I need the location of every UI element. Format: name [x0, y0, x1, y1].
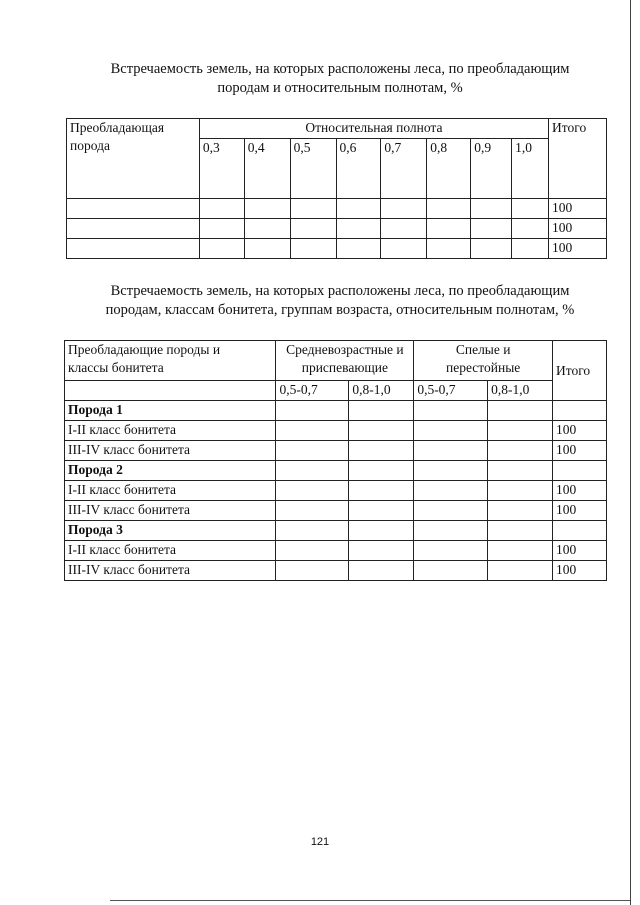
density-range-cell: 0,5-0,7: [276, 381, 349, 401]
header-middle-age-line1: Средневозрастные и: [286, 342, 404, 357]
total-cell: 100: [553, 421, 607, 441]
bonitet-class-label: I-II класс бонитета: [65, 421, 276, 441]
total-cell: 100: [553, 561, 607, 581]
density-cell: 0,5: [290, 139, 336, 199]
total-cell: 100: [553, 541, 607, 561]
total-cell: 100: [549, 199, 607, 219]
page-right-border: [630, 0, 631, 905]
density-cell: 0,8: [427, 139, 471, 199]
table1-title-line1: Встречаемость земель, на которых расположены леса, по преобладающим: [110, 61, 570, 77]
header-species: [67, 119, 200, 199]
table-row: [65, 441, 607, 461]
group-row: [65, 401, 607, 421]
species-group-label: Порода 2: [65, 461, 276, 481]
total-cell: 100: [549, 239, 607, 259]
density-table: [66, 118, 607, 259]
bonitet-class-label: III-IV класс бонитета: [65, 441, 276, 461]
total-cell: 100: [553, 481, 607, 501]
total-cell: 100: [549, 219, 607, 239]
bonitet-table: [64, 340, 607, 581]
species-group-label: Порода 3: [65, 521, 276, 541]
table-row: [67, 219, 607, 239]
density-cell: 0,9: [471, 139, 512, 199]
header-total: Итого: [549, 119, 607, 199]
total-cell: 100: [553, 501, 607, 521]
header-middle-age-line2: приспевающие: [301, 360, 389, 375]
density-cell: 0,3: [199, 139, 244, 199]
table1-title: [60, 60, 620, 98]
table2-title: [60, 282, 620, 320]
header-density: Относительная полнота: [199, 119, 548, 139]
header-species-line1: Преобладающие породы и: [68, 342, 221, 357]
header-species-line2: порода: [70, 138, 110, 153]
bonitet-class-label: I-II класс бонитета: [65, 481, 276, 501]
table-row: [65, 501, 607, 521]
bonitet-class-label: III-IV класс бонитета: [65, 561, 276, 581]
table2-title-line2: породам, классам бонитета, группам возраста, относительным полнотам, %: [105, 302, 575, 318]
total-cell: 100: [553, 441, 607, 461]
density-range-cell: 0,8-1,0: [349, 381, 414, 401]
header-species: [65, 341, 276, 381]
table-row: [67, 239, 607, 259]
header-species-line2: классы бонитета: [68, 360, 164, 375]
table-row: [65, 421, 607, 441]
header-total: Итого: [553, 341, 607, 401]
group-row: [65, 461, 607, 481]
table2-title-line1: Встречаемость земель, на которых расположены леса, по преобладающим: [110, 283, 570, 299]
species-group-label: Порода 1: [65, 401, 276, 421]
header-middle-age: [276, 341, 414, 381]
header-mature-line2: перестойные: [446, 360, 521, 375]
density-cell: 0,4: [244, 139, 290, 199]
header-species-line1: Преобладающая: [70, 120, 165, 135]
bonitet-class-label: III-IV класс бонитета: [65, 501, 276, 521]
page-number: 121: [310, 836, 330, 848]
density-range-cell: 0,8-1,0: [488, 381, 553, 401]
header-mature-line1: Спелые и: [455, 342, 511, 357]
table1-title-line2: породам и относительным полнотам, %: [217, 80, 463, 96]
page-bottom-border: [110, 900, 630, 901]
bonitet-class-label: I-II класс бонитета: [65, 541, 276, 561]
table-row: [65, 541, 607, 561]
density-cell: 0,6: [336, 139, 381, 199]
header-mature: [414, 341, 553, 381]
table-row: [65, 481, 607, 501]
table-row: [65, 561, 607, 581]
density-cell: 1,0: [512, 139, 549, 199]
density-cell: 0,7: [381, 139, 427, 199]
group-row: [65, 521, 607, 541]
density-range-cell: 0,5-0,7: [414, 381, 488, 401]
table-row: [67, 199, 607, 219]
